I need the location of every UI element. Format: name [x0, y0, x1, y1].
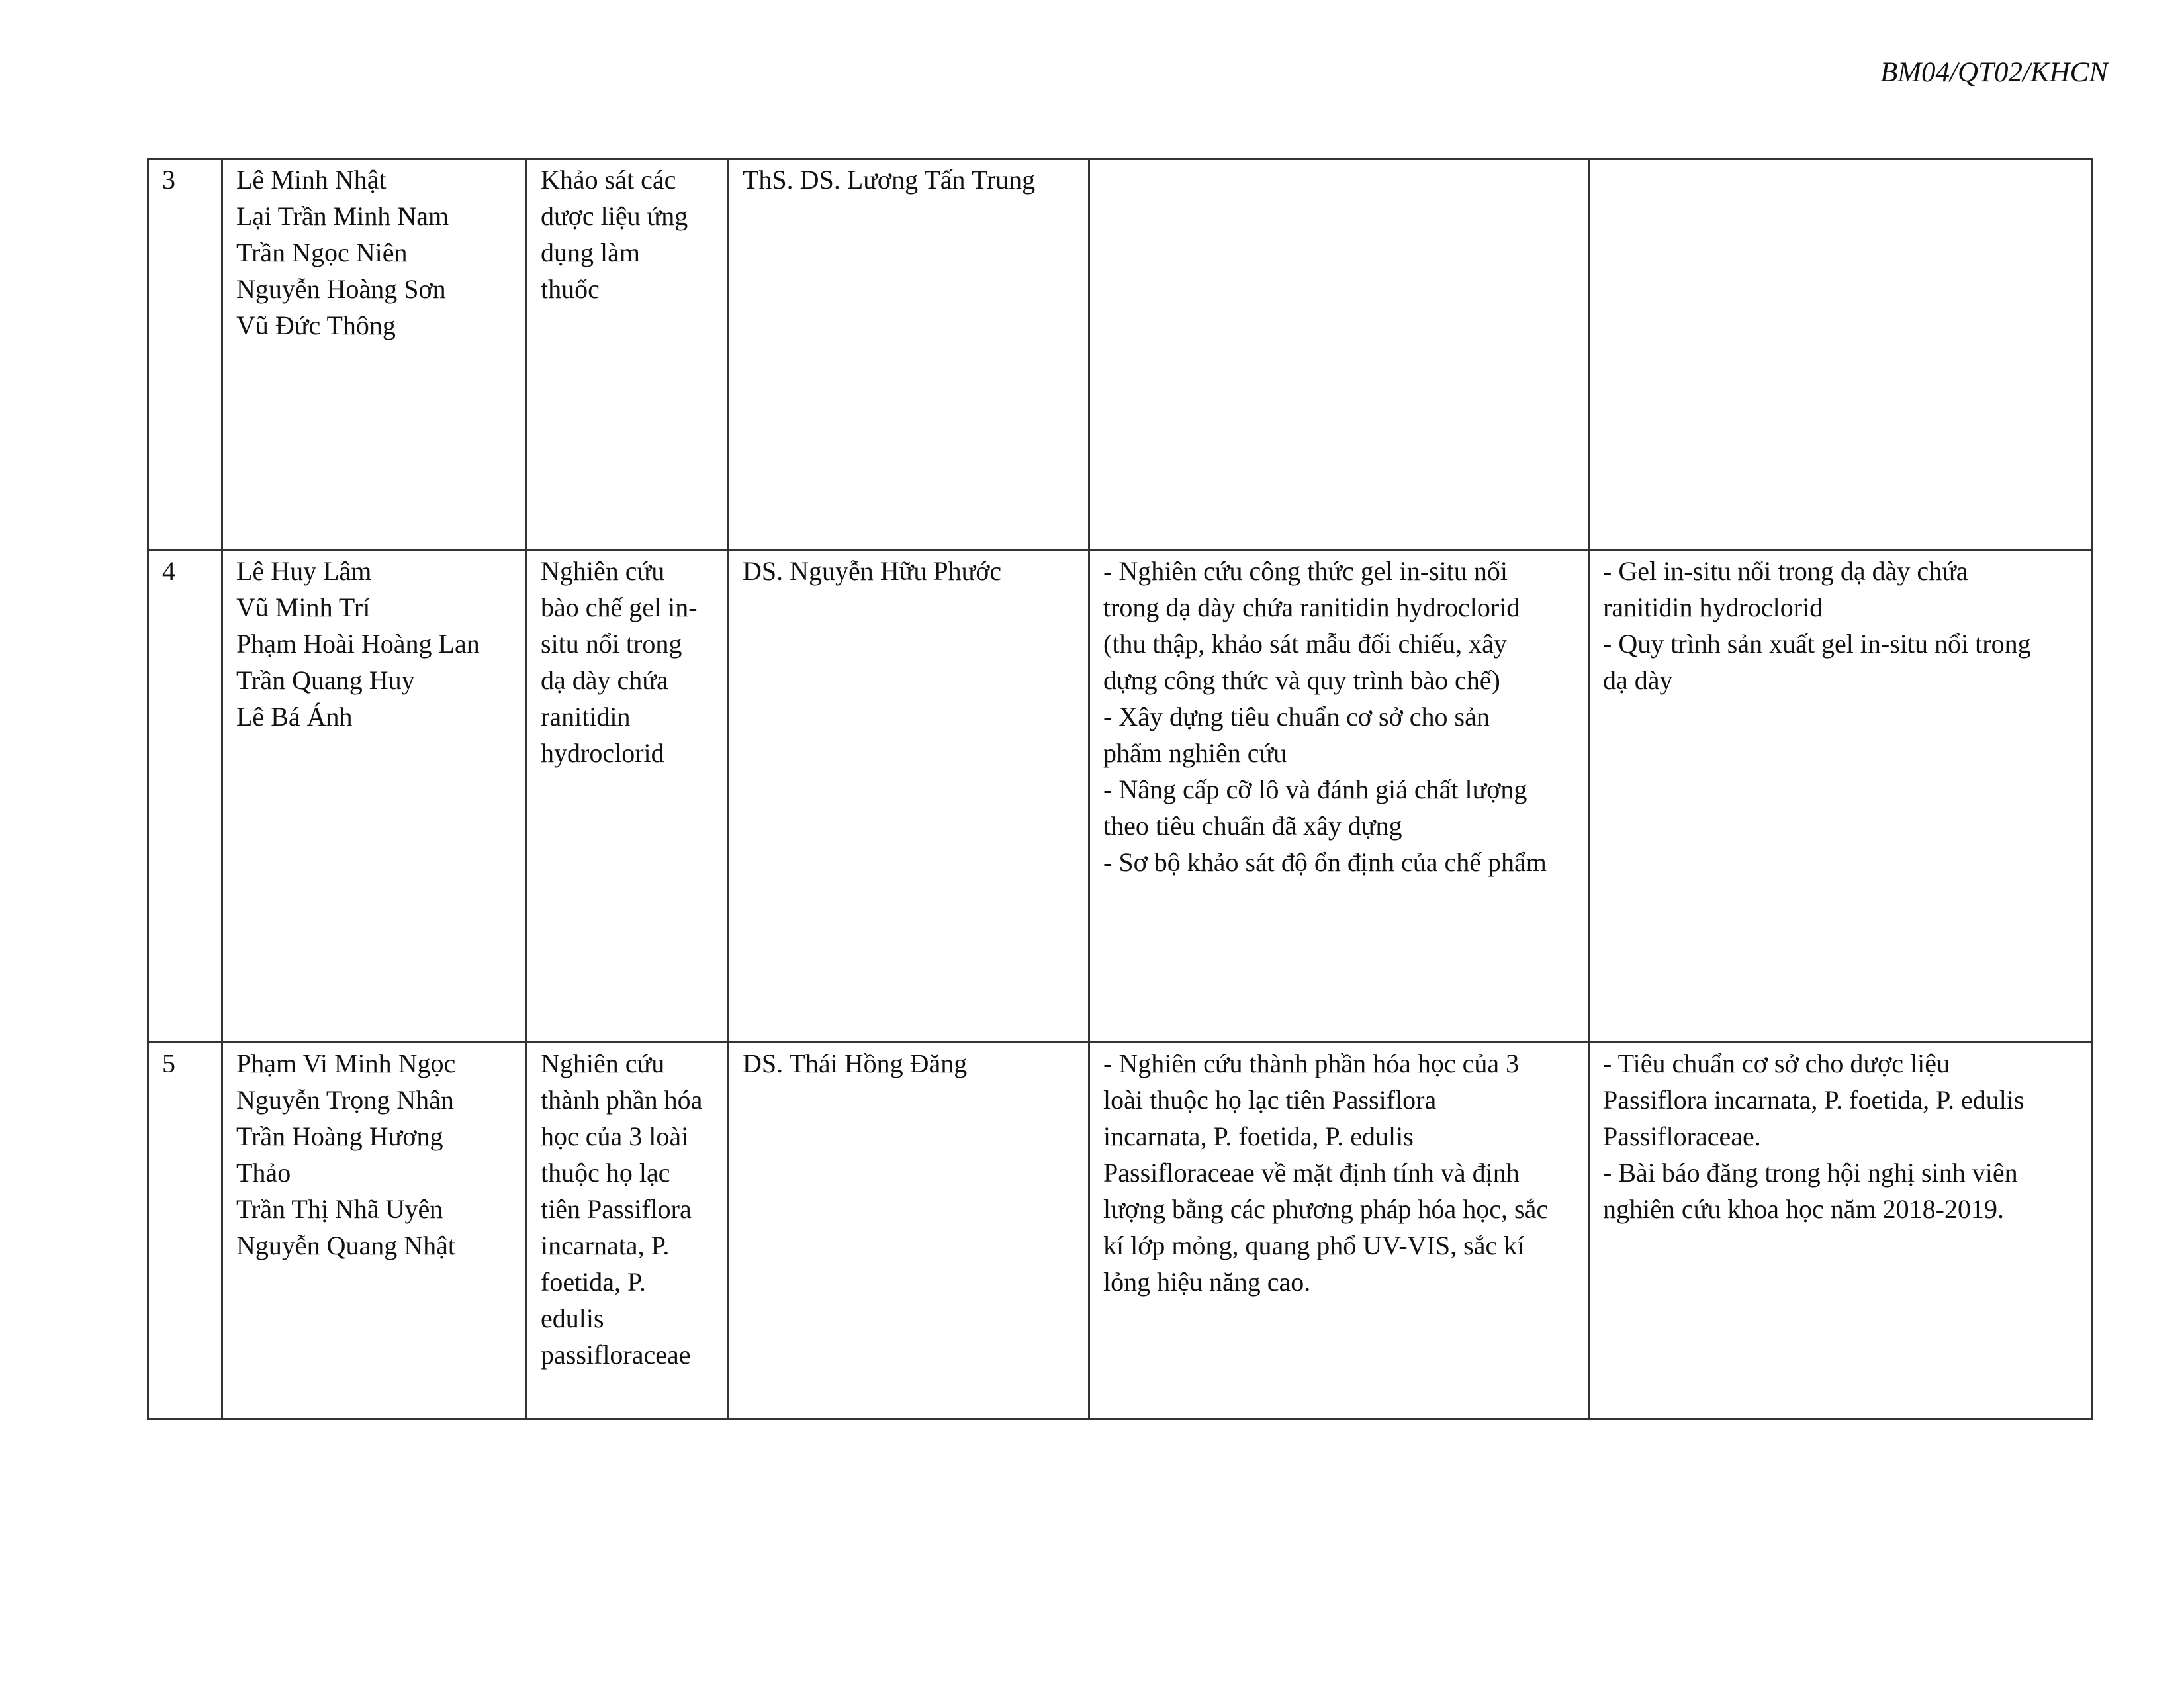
content-line: incarnata, P. foetida, P. edulis — [1103, 1121, 1414, 1151]
member-name: Phạm Hoài Hoàng Lan — [236, 629, 480, 659]
topic-line: hydroclorid — [541, 738, 664, 768]
result-line: dạ dày — [1603, 665, 1673, 695]
member-name: Trần Thị Nhã Uyên — [236, 1194, 443, 1224]
topic-line: ranitidin — [541, 702, 631, 731]
document-code: BM04/QT02/KHCN — [1880, 57, 2108, 88]
topic-line: thành phần hóa — [541, 1085, 703, 1115]
content-line: lượng bằng các phương pháp hóa học, sắc — [1103, 1194, 1549, 1224]
content-line: - Nâng cấp cỡ lô và đánh giá chất lượng — [1103, 774, 1527, 804]
result-line: - Quy trình sản xuất gel in-situ nổi trong — [1603, 629, 2031, 659]
topic-line: thuốc — [541, 274, 600, 304]
member-name: Nguyễn Quang Nhật — [236, 1231, 456, 1260]
member-name: Nguyễn Trọng Nhân — [236, 1085, 454, 1115]
content-line: loài thuộc họ lạc tiên Passiflora — [1103, 1085, 1437, 1115]
advisor-cell — [729, 159, 1089, 550]
result-line: - Tiêu chuẩn cơ sở cho dược liệu — [1603, 1049, 1950, 1078]
content-cell — [1089, 550, 1589, 1043]
topic-line: bào chế gel in- — [541, 592, 698, 622]
topic-cell — [527, 1043, 729, 1419]
topic-line: edulis — [541, 1303, 604, 1333]
member-name: Phạm Vi Minh Ngọc — [236, 1049, 456, 1078]
results-cell — [1589, 159, 2093, 550]
content-line: (thu thập, khảo sát mẫu đối chiếu, xây — [1103, 629, 1507, 659]
content-line: theo tiêu chuẩn đã xây dựng — [1103, 811, 1402, 841]
student-research-table — [147, 158, 2093, 1420]
result-line: nghiên cứu khoa học năm 2018-2019. — [1603, 1194, 2004, 1224]
topic-line: Nghiên cứu — [541, 556, 665, 586]
member-name: Lê Minh Nhật — [236, 165, 387, 195]
member-name: Trần Hoàng Hương — [236, 1121, 443, 1151]
content-cell — [1089, 1043, 1589, 1419]
row-number: 4 — [148, 550, 222, 1043]
members-cell — [222, 159, 527, 550]
content-line: - Nghiên cứu thành phần hóa học của 3 — [1103, 1049, 1520, 1078]
advisor-name: DS. Nguyễn Hữu Phước — [743, 556, 1002, 586]
result-line: Passifloraceae. — [1603, 1121, 1761, 1151]
result-line: Passiflora incarnata, P. foetida, P. edulis — [1603, 1085, 2025, 1115]
topic-line: tiên Passiflora — [541, 1194, 692, 1224]
table-row — [148, 1043, 2093, 1419]
member-name: Lại Trần Minh Nam — [236, 201, 449, 231]
member-name: Lê Huy Lâm — [236, 556, 372, 586]
topic-line: foetida, P. — [541, 1267, 646, 1297]
advisor-cell — [729, 550, 1089, 1043]
content-line: lỏng hiệu năng cao. — [1103, 1267, 1311, 1297]
member-name: Thảo — [236, 1158, 291, 1188]
content-cell — [1089, 159, 1589, 550]
topic-line: học của 3 loài — [541, 1121, 689, 1151]
member-name: Nguyễn Hoàng Sơn — [236, 274, 446, 304]
results-cell — [1589, 550, 2093, 1043]
topic-line: dạ dày chứa — [541, 665, 668, 695]
member-name: Trần Quang Huy — [236, 665, 415, 695]
row-number: 5 — [148, 1043, 222, 1419]
member-name: Vũ Đức Thông — [236, 310, 396, 340]
advisor-name: ThS. DS. Lương Tấn Trung — [743, 165, 1036, 195]
member-name: Lê Bá Ánh — [236, 702, 353, 731]
topic-line: incarnata, P. — [541, 1231, 670, 1260]
content-line: - Nghiên cứu công thức gel in-situ nổi — [1103, 556, 1508, 586]
result-line: - Gel in-situ nổi trong dạ dày chứa — [1603, 556, 1968, 586]
topic-line: dược liệu ứng — [541, 201, 688, 231]
row-number: 3 — [148, 159, 222, 550]
content-line: dựng công thức và quy trình bào chế) — [1103, 665, 1500, 695]
table-row — [148, 159, 2093, 550]
table-row — [148, 550, 2093, 1043]
content-line: - Xây dựng tiêu chuẩn cơ sở cho sản — [1103, 702, 1490, 731]
topic-line: Khảo sát các — [541, 165, 676, 195]
advisor-name: DS. Thái Hồng Đăng — [743, 1049, 968, 1078]
members-cell — [222, 1043, 527, 1419]
result-line: - Bài báo đăng trong hội nghị sinh viên — [1603, 1158, 2018, 1188]
advisor-cell — [729, 1043, 1089, 1419]
members-cell — [222, 550, 527, 1043]
content-line: Passifloraceae về mặt định tính và định — [1103, 1158, 1520, 1188]
member-name: Vũ Minh Trí — [236, 592, 371, 622]
content-line: trong dạ dày chứa ranitidin hydroclorid — [1103, 592, 1520, 622]
topic-cell — [527, 159, 729, 550]
topic-cell — [527, 550, 729, 1043]
result-line: ranitidin hydroclorid — [1603, 592, 1823, 622]
results-cell — [1589, 1043, 2093, 1419]
content-line: - Sơ bộ khảo sát độ ổn định của chế phẩm — [1103, 847, 1547, 877]
content-line: kí lớp mỏng, quang phổ UV-VIS, sắc kí — [1103, 1231, 1525, 1260]
content-line: phẩm nghiên cứu — [1103, 738, 1287, 768]
topic-line: dụng làm — [541, 238, 640, 267]
topic-line: Nghiên cứu — [541, 1049, 665, 1078]
topic-line: passifloraceae — [541, 1340, 691, 1370]
topic-line: situ nổi trong — [541, 629, 682, 659]
member-name: Trần Ngọc Niên — [236, 238, 408, 267]
topic-line: thuộc họ lạc — [541, 1158, 670, 1188]
